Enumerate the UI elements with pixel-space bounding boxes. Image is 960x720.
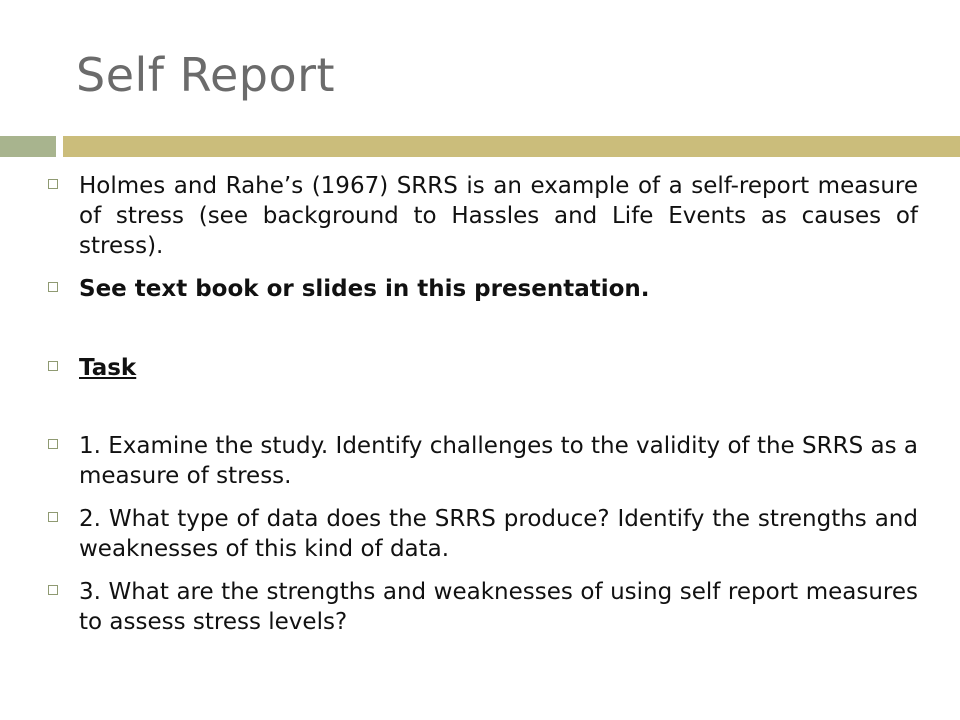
bullet-item: [48, 577, 918, 637]
square-bullet-icon: [48, 512, 58, 522]
square-bullet-icon: [48, 439, 58, 449]
bullet-item: [48, 274, 918, 304]
bullet-text: Holmes and Rahe’s (1967) SRRS is an example of a self-report measure of stress (see background to Hassles and Life Events as causes of stress).: [79, 173, 918, 259]
square-bullet-icon: [48, 179, 58, 189]
bullet-item: [48, 353, 918, 383]
bullet-item: [48, 504, 918, 564]
square-bullet-icon: [48, 585, 58, 595]
bullet-text: 1. Examine the study. Identify challenges to the validity of the SRRS as a measure of stress.: [79, 433, 918, 489]
square-bullet-icon: [48, 282, 58, 292]
bullet-text: 3. What are the strengths and weaknesses of using self report measures to assess stress levels?: [79, 579, 918, 635]
title-underline-band-left: [0, 136, 56, 157]
title-underline-band-right: [63, 136, 960, 157]
bullet-text: See text book or slides in this presentation.: [79, 276, 650, 302]
slide-title: Self Report: [76, 48, 336, 102]
bullet-list: [48, 171, 918, 637]
square-bullet-icon: [48, 361, 58, 371]
bullet-item: [48, 431, 918, 491]
bullet-text: 2. What type of data does the SRRS produce? Identify the strengths and weaknesses of this kind of data.: [79, 506, 918, 562]
bullet-item: [48, 171, 918, 261]
bullet-text-task: Task: [79, 355, 137, 381]
